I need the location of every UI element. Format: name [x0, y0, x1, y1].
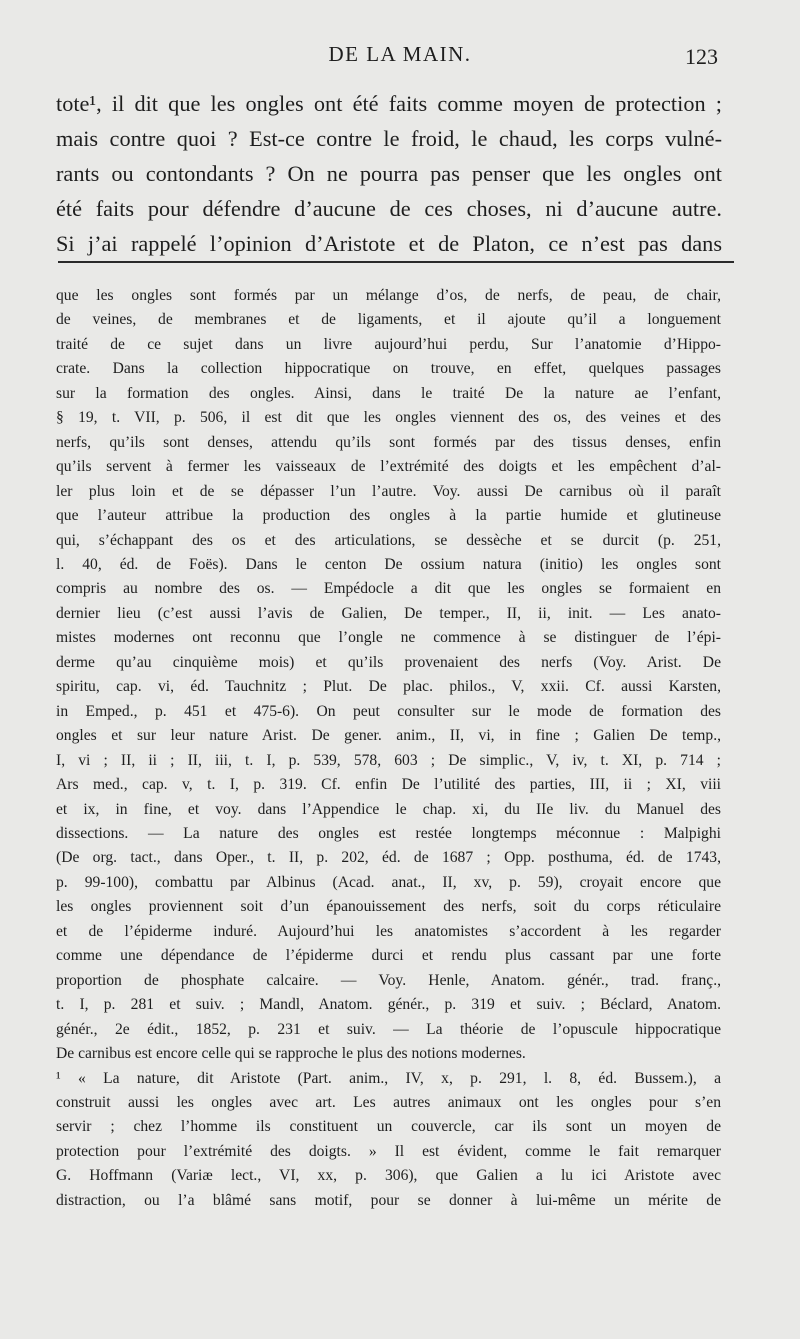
main-text-line: mais contre quoi ? Est-ce contre le froid, le chaud, les corps vulné-: [56, 126, 722, 151]
main-text-line: Si j’ai rappelé l’opinion d’Aristote et de Platon, ce n’est pas dans: [56, 231, 722, 256]
footnote-line: sur la formation des ongles. Ainsi, dans le traité De la nature ae l’enfant,: [56, 384, 721, 402]
footnote-line: (De org. tact., dans Oper., t. II, p. 202, éd. de 1687 ; Opp. posthuma, éd. de 1743,: [56, 849, 721, 867]
main-text: [56, 86, 722, 261]
footnote-line: l. 40, éd. de Foës). Dans le centon De ossium natura (initio) les ongles sont: [56, 555, 721, 573]
footnote-line: I, vi ; II, ii ; II, iii, t. I, p. 539, 578, 603 ; De simplic., V, iv, t. XI, p. 714 ;: [56, 751, 721, 769]
footnote-line: servir ; chez l’homme ils constituent un couvercle, car ils sont un moyen de: [56, 1118, 721, 1136]
footnote-line: traité de ce sujet dans un livre aujourd’hui perdu, Sur l’anatomie d’Hippo-: [56, 335, 721, 353]
footnote-line: Ars med., cap. v, t. I, p. 319. Cf. enfin De l’utilité des parties, III, ii ; XI, viii: [56, 776, 721, 794]
footnote-line: ongles et sur leur nature Arist. De gener. anim., II, vi, in fine ; Galien De temp.,: [56, 727, 721, 745]
footnote-line: et ix, in fine, et voy. dans l’Appendice le chap. xi, du IIe liv. du Manuel des: [56, 800, 721, 818]
footnote-line: dissections. — La nature des ongles est restée longtemps méconnue : Malpighi: [56, 824, 721, 842]
footnote-line: qui, s’échappant des os et des articulations, se dessèche et se durcit (p. 251,: [56, 531, 721, 549]
footnote-line: qu’ils servent à fermer les vaisseaux de l’extrémité des doigts et les empêchent d’al-: [56, 458, 721, 476]
footnote-line: ler plus loin et de se dépasser l’un l’autre. Voy. aussi De carnibus où il paraît: [56, 482, 721, 500]
footnote-line: in Emped., p. 451 et 475-6). On peut consulter sur le mode de formation des: [56, 702, 721, 720]
footnote-line: construit aussi les ongles avec art. Les autres animaux ont les ongles pour s’en: [56, 1093, 721, 1111]
footnote-line: p. 99-100), combattu par Albinus (Acad. anat., II, xv, p. 59), croyait encore que: [56, 873, 721, 891]
footnote-line: génér., 2e édit., 1852, p. 231 et suiv. — La théorie de l’opuscule hippocratique: [56, 1020, 721, 1038]
footnote-line: crate. Dans la collection hippocratique on trouve, en effet, quelques passages: [56, 360, 721, 378]
footnote-line: que l’auteur attribue la production des ongles à la partie humide et glutineuse: [56, 507, 721, 525]
main-text-line: été faits pour défendre d’aucune de ces choses, ni d’aucune autre.: [56, 196, 722, 221]
footnote-line: § 19, t. VII, p. 506, il est dit que les ongles viennent des os, des veines et des: [56, 409, 721, 427]
footnote-separator-rule: [58, 261, 734, 263]
footnote-line: derme qu’au cinquième mois) et qu’ils provenaient des nerfs (Voy. Arist. De: [56, 653, 721, 671]
footnote-line: dernier lieu (c’est aussi l’avis de Galien, De temper., II, ii, init. — Les anato-: [56, 604, 721, 622]
main-text-line: rants ou contondants ? On ne pourra pas penser que les ongles ont: [56, 161, 722, 186]
footnote-line: G. Hoffmann (Variæ lect., VI, xx, p. 306), que Galien a lu ici Aristote avec: [56, 1167, 721, 1185]
footnote-line: nerfs, qu’ils sont denses, attendu qu’ils sont formés par des tissus denses, enfin: [56, 433, 721, 451]
main-text-line: tote¹, il dit que les ongles ont été faits comme moyen de protection ;: [56, 91, 722, 116]
footnotes: [56, 284, 721, 1213]
footnote-line: ¹ « La nature, dit Aristote (Part. anim., IV, x, p. 291, l. 8, éd. Bussem.), a: [56, 1069, 721, 1087]
running-title: DE LA MAIN.: [328, 42, 472, 66]
footnote-line: que les ongles sont formés par un mélange d’os, de nerfs, de peau, de chair,: [56, 287, 721, 304]
footnote-line: De carnibus est encore celle qui se rapproche le plus des notions modernes.: [56, 1045, 526, 1063]
footnote-line: distraction, ou l’a blâmé sans motif, pour se donner à lui-même un mérite de: [56, 1191, 721, 1209]
footnote-line: les ongles proviennent soit d’un épanouissement des nerfs, soit du corps réticulaire: [56, 898, 721, 916]
footnote-line: comme une dépendance de l’épiderme durci et rendu plus cassant par une forte: [56, 947, 721, 965]
footnote-line: compris au nombre des os. — Empédocle a dit que les ongles se formaient en: [56, 580, 721, 598]
footnote-line: de veines, de membranes et de ligaments, et il ajoute qu’il a longuement: [56, 311, 721, 329]
footnote-line: proportion de phosphate calcaire. — Voy. Henle, Anatom. génér., trad. franç.,: [56, 971, 721, 989]
footnote-line: spiritu, cap. vi, éd. Tauchnitz ; Plut. De plac. philos., V, xxii. Cf. aussi Karsten,: [56, 678, 721, 696]
footnote-line: protection pour l’extrémité des doigts. » Il est évident, comme le fait remarquer: [56, 1142, 721, 1160]
footnote-line: et de l’épiderme induré. Aujourd’hui les anatomistes s’accordent à les regarder: [56, 922, 721, 940]
footnote-line: t. I, p. 281 et suiv. ; Mandl, Anatom. génér., p. 319 et suiv. ; Béclard, Anatom.: [56, 996, 721, 1014]
page-header: [0, 40, 800, 76]
footnote-line: mistes modernes ont reconnu que l’ongle ne commence à se distinguer de l’épi-: [56, 629, 721, 647]
page-number: 123: [685, 44, 718, 69]
